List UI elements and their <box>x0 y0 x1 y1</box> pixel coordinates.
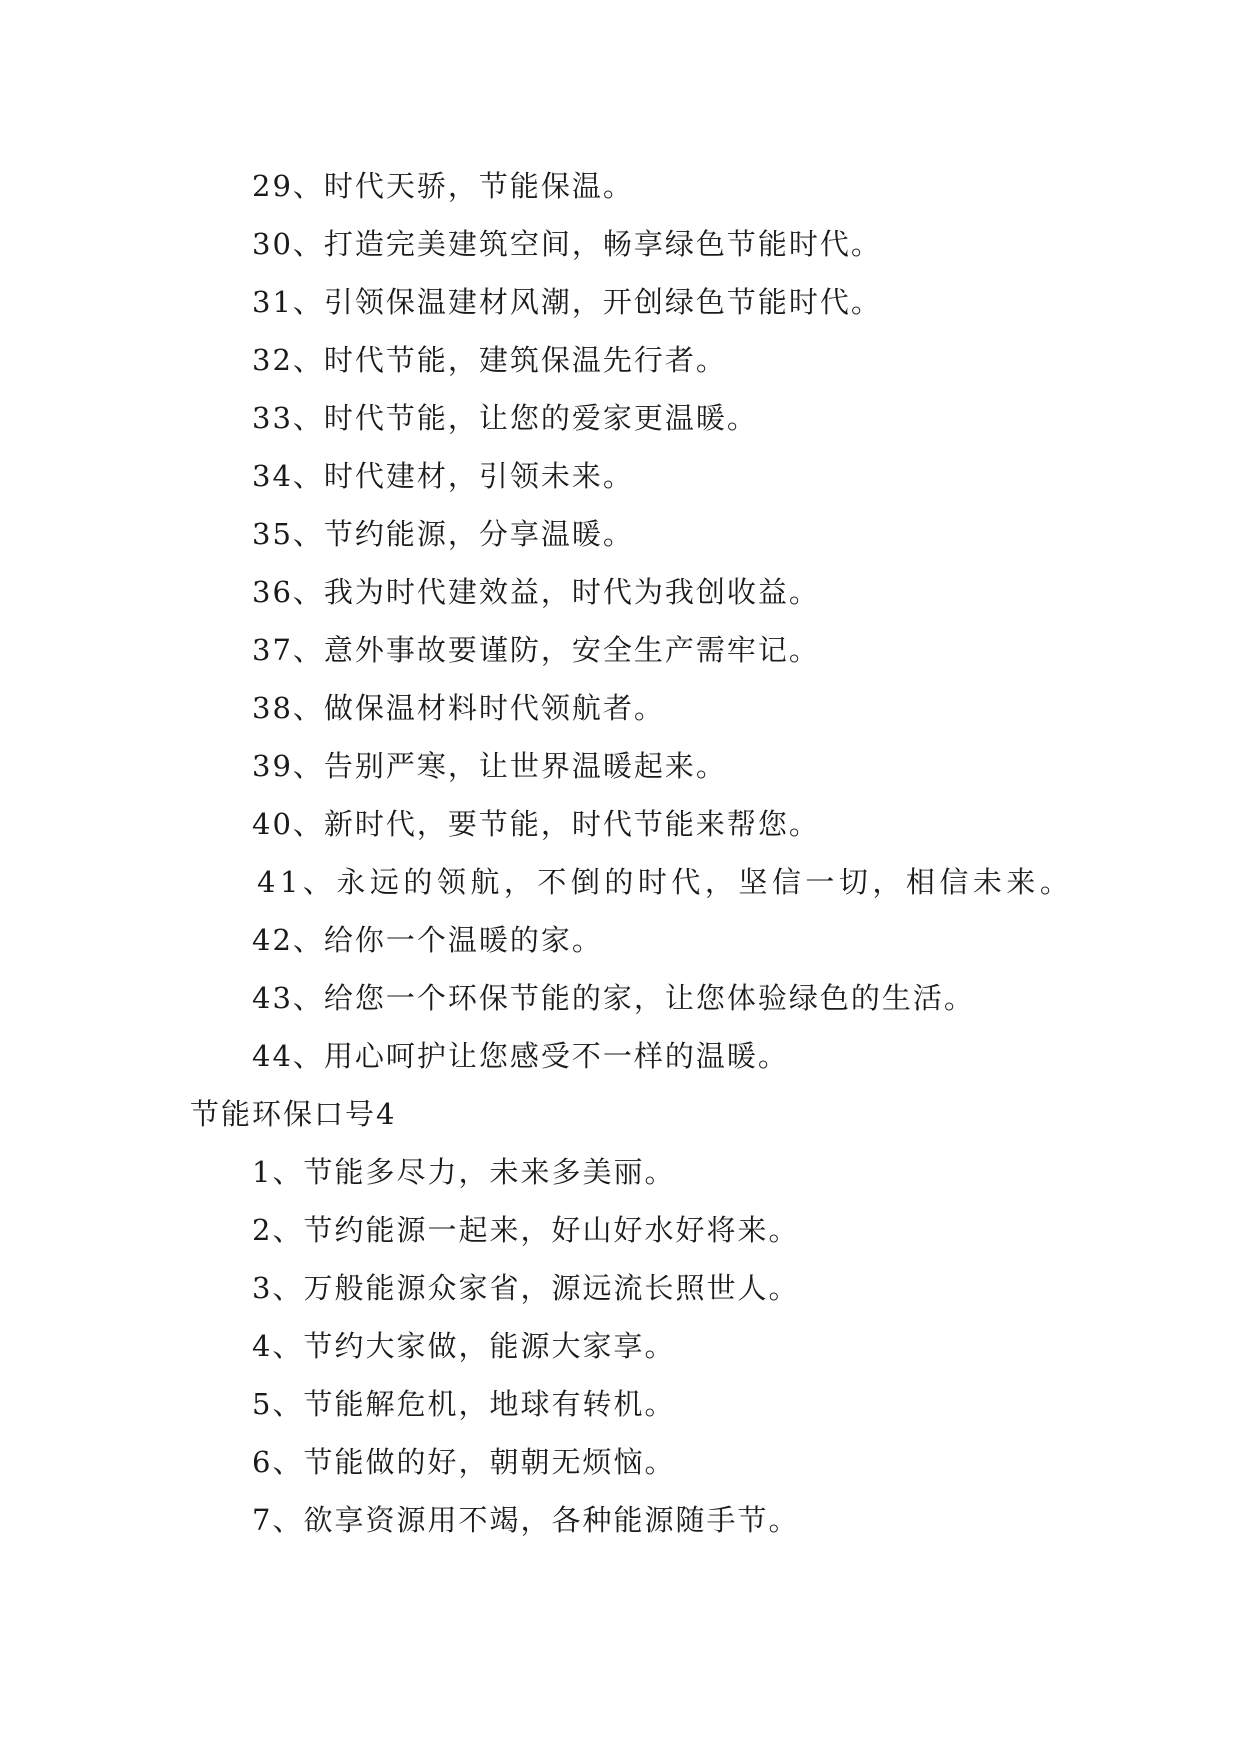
slogan-b4: 4、节约大家做，能源大家享。 <box>252 1329 676 1363</box>
slogan-b5: 5、节能解危机，地球有转机。 <box>252 1387 676 1421</box>
slogan-b7: 7、欲享资源用不竭，各种能源随手节。 <box>252 1503 800 1537</box>
section-heading: 节能环保口号4 <box>190 1097 397 1131</box>
slogan-29: 29、时代天骄，节能保温。 <box>252 169 634 203</box>
slogan-38: 38、做保温材料时代领航者。 <box>252 691 665 725</box>
slogan-32: 32、时代节能，建筑保温先行者。 <box>252 343 727 377</box>
slogan-30: 30、打造完美建筑空间，畅享绿色节能时代。 <box>252 227 882 261</box>
slogan-39: 39、告别严寒，让世界温暖起来。 <box>252 749 727 783</box>
slogan-40: 40、新时代，要节能，时代节能来帮您。 <box>252 807 820 841</box>
slogan-b2: 2、节约能源一起来，好山好水好将来。 <box>252 1213 800 1247</box>
slogan-35: 35、节约能源，分享温暖。 <box>252 517 634 551</box>
slogan-41: 41、永远的领航，不倒的时代，坚信一切，相信未来。 <box>257 865 1074 899</box>
slogan-b6: 6、节能做的好，朝朝无烦恼。 <box>252 1445 676 1479</box>
slogan-b1: 1、节能多尽力，未来多美丽。 <box>252 1155 676 1189</box>
slogan-42: 42、给你一个温暖的家。 <box>252 923 603 957</box>
slogan-43: 43、给您一个环保节能的家，让您体验绿色的生活。 <box>252 981 975 1015</box>
slogan-33: 33、时代节能，让您的爱家更温暖。 <box>252 401 758 435</box>
slogan-37: 37、意外事故要谨防，安全生产需牢记。 <box>252 633 820 667</box>
slogan-36: 36、我为时代建效益，时代为我创收益。 <box>252 575 820 609</box>
slogan-31: 31、引领保温建材风潮，开创绿色节能时代。 <box>252 285 882 319</box>
slogan-44: 44、用心呵护让您感受不一样的温暖。 <box>252 1039 789 1073</box>
slogan-b3: 3、万般能源众家省，源远流长照世人。 <box>252 1271 800 1305</box>
slogan-34: 34、时代建材，引领未来。 <box>252 459 634 493</box>
